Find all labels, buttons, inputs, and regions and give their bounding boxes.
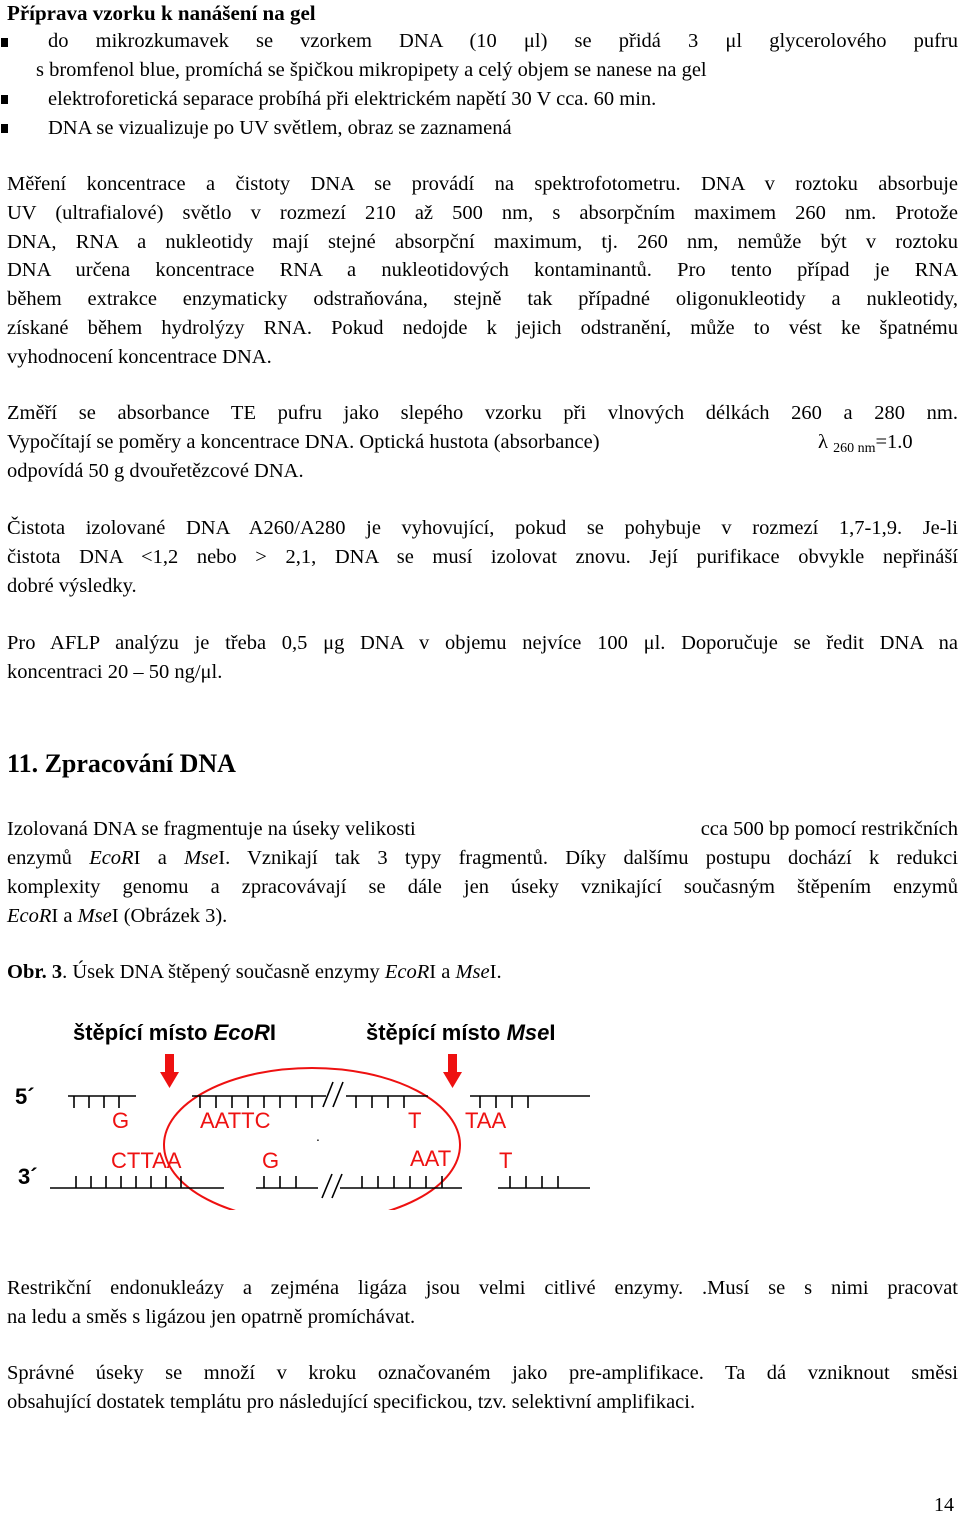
bullet-marker: [1, 124, 8, 133]
restriction-figure: [0, 1010, 960, 1210]
arrow-msei: [443, 1054, 462, 1088]
text-span: I a: [429, 961, 456, 983]
text-line: UV (ultrafialové) světlo v rozmezí 210 až 500 nm, s absorpčním maximem 260 nm. Protože: [7, 201, 958, 224]
page-number: 14: [934, 1494, 954, 1516]
text-line: Izolovaná DNA se fragmentuje na úseky velikosti: [7, 818, 416, 840]
seq-bottom: T: [499, 1148, 513, 1173]
lambda-formula: [818, 428, 913, 464]
text-span: I (Obrázek 3).: [111, 904, 228, 927]
dot-mark: .: [316, 1128, 320, 1144]
text-line: DNA určena koncentrace RNA a nukleotidových kontaminantů. Pro tento případ je RNA: [7, 259, 958, 282]
text-span: . Úsek DNA štěpený současně enzymy: [62, 961, 385, 983]
enzyme-name: EcoR: [7, 904, 52, 927]
paragraph-preamplification: [7, 1359, 958, 1417]
seq-bottom: AAT: [410, 1146, 452, 1171]
text-line: čistota DNA <1,2 nebo > 2,1, DNA se musí izolovat znovu. Její purifikace obvykle nepřináší: [7, 545, 958, 568]
text-span: I. Vznikají tak 3 typy fragmentů. Díky dalšímu postupu dochází k redukci: [218, 847, 958, 869]
seq-bottom: G: [262, 1148, 280, 1173]
text-line: odpovídá 50 g dvouřetězcové DNA.: [7, 460, 304, 482]
text-line: během extrakce enzymaticky odstraňována, stejně tak případné oligonukleotidy a nukleotidy,: [7, 288, 958, 311]
bullet-marker: [1, 95, 8, 104]
section-heading: 11. Zpracování DNA: [7, 749, 236, 778]
paragraph-absorbance: [7, 399, 958, 428]
text-line: dobré výsledky.: [7, 574, 137, 597]
text-line: Restrikční endonukleázy a zejména ligáza jsou velmi citlivé enzymy. .Musí se s nimi pracovat: [7, 1277, 958, 1299]
seq-top: G: [112, 1108, 130, 1133]
bottom-strand: [50, 1174, 590, 1198]
text-line: Vypočítají se poměry a koncentrace DNA. Optická hustota (absorbance): [7, 431, 600, 453]
enzyme-name: Mse: [506, 1020, 550, 1045]
text-line: získané během hydrolýzy RNA. Pokud nedojde k jejich odstranění, může to vést ke špatnému: [7, 316, 958, 339]
lambda-subscript: 260 nm: [833, 441, 876, 456]
enzyme-name: EcoR: [384, 961, 430, 983]
text-span: enzymů: [7, 847, 90, 869]
paragraph-purity: [7, 514, 958, 600]
seq-top: TAA: [465, 1108, 507, 1133]
seq-top: T: [408, 1108, 422, 1133]
text-line: komplexity genomu a zpracovávají se dále jen úseky vznikající současným štěpením enzymů: [7, 875, 958, 898]
strand-end-5: 5´: [15, 1084, 35, 1109]
text-span: I: [549, 1020, 556, 1045]
section-heading: Příprava vzorku k nanášení na gel: [7, 1, 316, 25]
text-line: Změří se absorbance TE pufru jako slepého vzorku při vlnových délkách 260 a 280 nm.: [7, 402, 958, 424]
text-line: vyhodnocení koncentrace DNA.: [7, 345, 272, 368]
seq-top: AATTC: [200, 1108, 271, 1133]
top-strand: [68, 1082, 590, 1108]
enzyme-name: EcoR: [89, 847, 134, 869]
paragraph-fragmentation: [7, 844, 958, 930]
bullet-marker: [1, 38, 8, 47]
text-span: I a: [133, 847, 185, 869]
bullet-2-line: elektroforetická separace probíhá při elektrickém napětí 30 V cca. 60 min.: [48, 88, 657, 110]
text-line: Správné úseky se množí v kroku označovaném jako pre-amplifikace. Ta dá vzniknout směsi: [7, 1362, 958, 1384]
paragraph-enzymes: [7, 1274, 958, 1332]
text-line: na ledu a směs s ligázou jen opatrně promíchávat.: [7, 1305, 416, 1328]
arrow-ecori: [160, 1054, 179, 1088]
text-span: I.: [489, 961, 502, 983]
bullet-1-line-1: do mikrozkumavek se vzorkem DNA (10 μl) se přidá 3 μl glycerolového pufru: [48, 30, 958, 52]
text-line: DNA, RNA a nukleotidy mají stejné absorpční maximum, tj. 260 nm, nemůže být v roztoku: [7, 230, 958, 253]
bullet-3-line: DNA se vizualizuje po UV světlem, obraz se zaznamená: [48, 117, 512, 139]
text-span: I a: [51, 904, 78, 927]
text-line: obsahující dostatek templátu pro následující specifickou, tzv. selektivní amplifikaci.: [7, 1390, 696, 1413]
enzyme-name: Mse: [184, 847, 219, 869]
seq-bottom: CTTAA: [111, 1148, 182, 1173]
text-line: cca 500 bp pomocí restrikčních: [700, 818, 958, 840]
enzyme-name: Mse: [455, 961, 490, 983]
paragraph-measurement: [7, 170, 958, 372]
lambda-symbol: λ: [818, 431, 828, 453]
strand-end-3: 3´: [18, 1164, 38, 1189]
text-span: štěpící místo: [366, 1020, 507, 1045]
figure-caption: [7, 958, 502, 987]
text-line: [7, 844, 958, 873]
text-line: Čistota izolované DNA A260/A280 je vyhovující, pokud se pohybuje v rozmezí 1,7-1,9. Je-li: [7, 517, 958, 539]
bullet-1-line-2: s bromfenol blue, promíchá se špičkou mikropipety a celý objem se nanese na gel: [36, 59, 707, 81]
lambda-value: =1.0: [875, 431, 913, 453]
enzyme-name: EcoR: [213, 1020, 270, 1045]
text-line: Pro AFLP analýzu je třeba 0,5 μg DNA v objemu nejvíce 100 μl. Doporučuje se ředit DNA na: [7, 632, 958, 654]
text-span: I: [269, 1020, 276, 1045]
text-line: [7, 902, 958, 931]
text-line: koncentraci 20 – 50 ng/μl.: [7, 660, 223, 683]
caption-label: Obr. 3: [7, 961, 63, 983]
text-line: Měření koncentrace a čistoty DNA se provádí na spektrofotometru. DNA v roztoku absorbuje: [7, 173, 958, 195]
enzyme-name: Mse: [77, 904, 112, 927]
paragraph-aflp: [7, 629, 958, 687]
text-span: štěpící místo: [73, 1020, 214, 1045]
